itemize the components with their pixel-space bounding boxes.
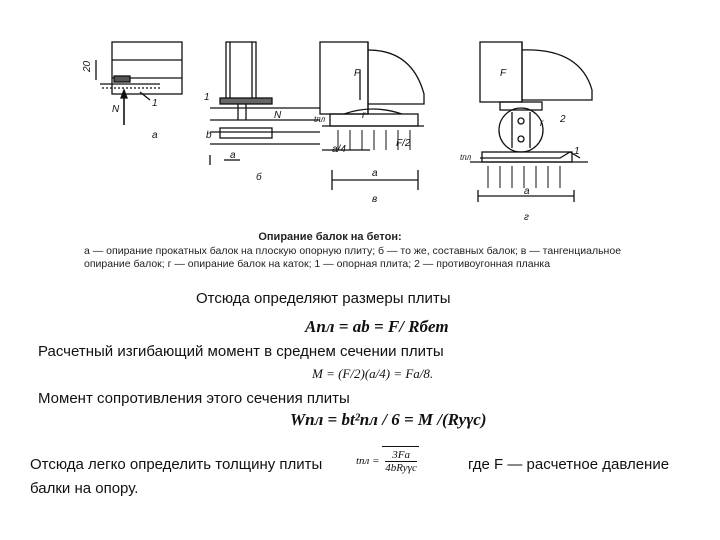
text-line-4: Отсюда легко определить толщину плиты xyxy=(30,456,323,473)
dim-a-label-b: а xyxy=(230,150,236,161)
thickness-label-g: tпл xyxy=(460,153,472,162)
radius-r-label-g: r xyxy=(540,118,544,129)
formula-moment: M = (F/2)(a/4) = Fa/8. xyxy=(312,366,434,381)
radius-r-label: r xyxy=(362,110,366,121)
dim-a-label-v: a xyxy=(372,168,378,179)
force-f-label-g: F xyxy=(500,68,507,79)
formula-thickness-fraction xyxy=(385,449,417,474)
text-line-4-tail: где F — расчетное давление xyxy=(468,456,670,473)
formula-section-modulus: Wпл = bt²пл / 6 = M /(Ryγc) xyxy=(290,410,487,429)
dim-a-label-g: a xyxy=(524,186,530,197)
formula-thickness-lhs: tпл = xyxy=(356,455,380,468)
plate-1-label: 1 xyxy=(152,98,158,109)
subfigure-a xyxy=(96,42,182,125)
strip-2-label: 2 xyxy=(560,114,566,125)
half-force-label: F/2 xyxy=(396,138,411,149)
subfig-b-label: б xyxy=(256,172,262,183)
figure-caption-body: а — опирание прокатных балок на плоскую опорную плиту; б — то же, составных балок; в — тангенциальное опирание балок; г — опирание балок на каток; 1 — опорная плита; 2 — противоугонная планка xyxy=(84,245,622,270)
plate-1-label-b: 1 xyxy=(204,92,210,103)
formula-thickness xyxy=(356,446,419,474)
a-quarter-label: a/4 xyxy=(332,144,346,155)
subfig-v-label: в xyxy=(372,194,378,205)
text-line-2: Расчетный изгибающий момент в среднем сечении плиты xyxy=(38,343,444,360)
text-line-3: Момент сопротивления этого сечения плиты xyxy=(38,390,350,407)
sqrt-sign xyxy=(382,446,419,474)
beam-support-diagram xyxy=(60,20,680,230)
force-n-label: N xyxy=(112,104,120,115)
subfig-g-label: г xyxy=(524,212,529,223)
text-line-5: балки на опору. xyxy=(30,480,139,497)
figure-caption-title: Опирание балок на бетон: xyxy=(258,231,402,243)
formula-thickness-denominator: 4bRyγc xyxy=(385,462,417,474)
subfigure-g xyxy=(470,42,592,202)
plate-1-label-g: 1 xyxy=(574,146,580,157)
dim-20-label: 20 xyxy=(82,60,93,72)
subfigure-b xyxy=(210,42,320,165)
thickness-label-v: tпл xyxy=(314,115,326,124)
formula-plate-area: Aпл = ab = F/ Rбет xyxy=(305,317,449,336)
force-n-label-b: N xyxy=(274,110,282,121)
force-f-label: F xyxy=(354,68,361,79)
subfig-a-label: а xyxy=(152,130,158,141)
formula-thickness-numerator: 3Fa xyxy=(385,449,417,462)
dim-b-label: b xyxy=(206,130,212,141)
text-line-1: Отсюда определяют размеры плиты xyxy=(196,290,451,307)
